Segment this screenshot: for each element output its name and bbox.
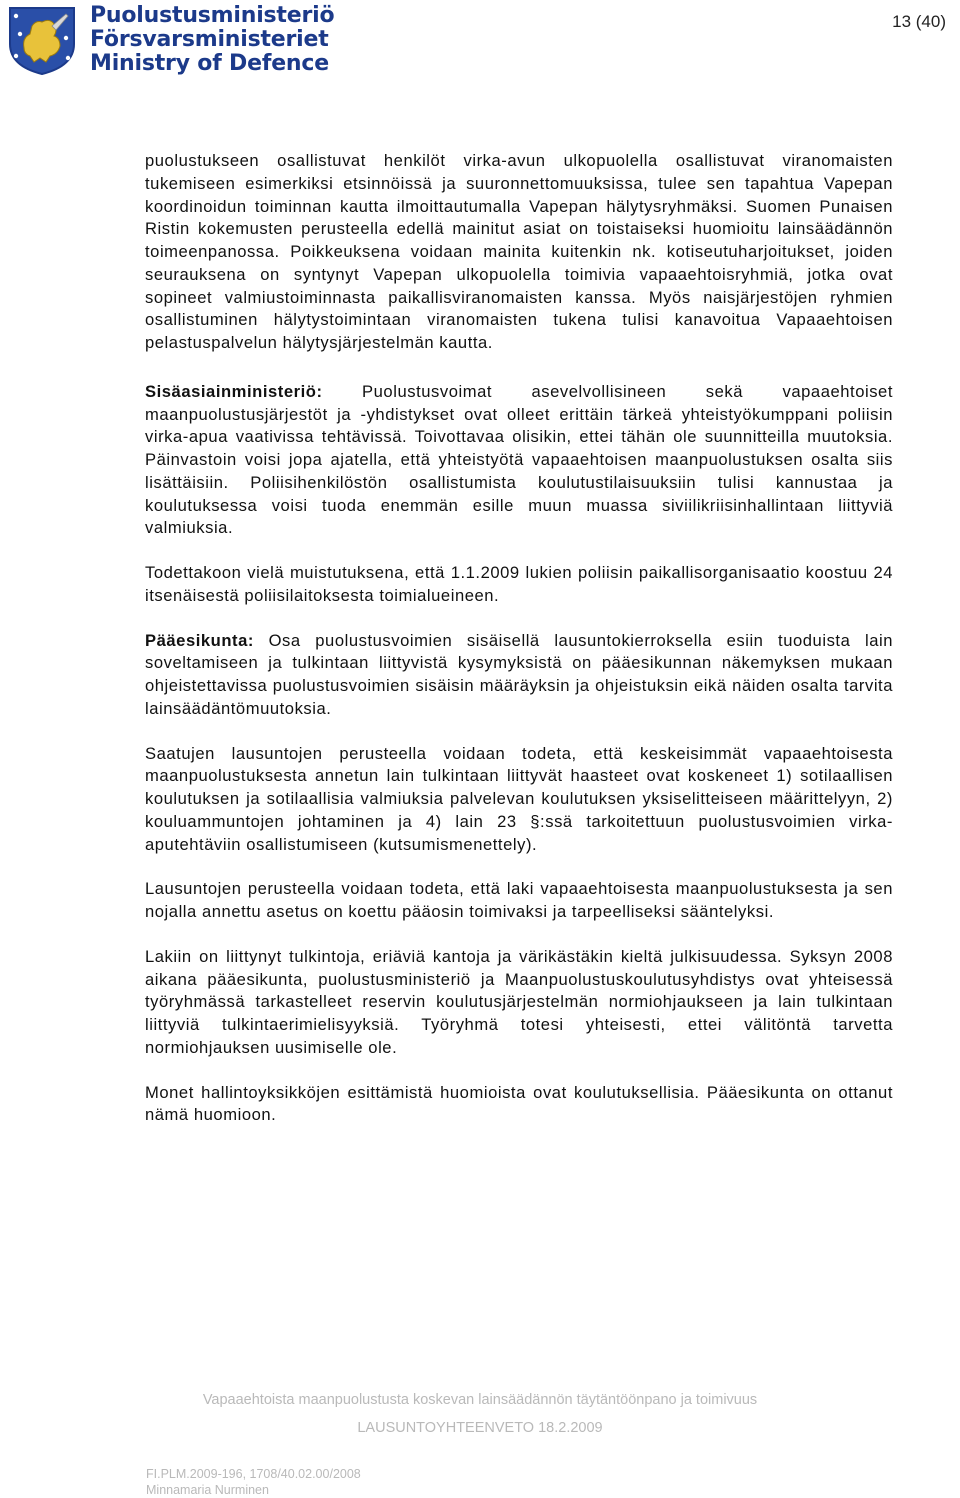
paragraph-7: Lakiin on liittynyt tulkintoja, eriäviä kantoja ja värikästäkin kieltä julkisuudessa. Syksyn 2008 aikana pääesikunta, puolustusministeriö ja Maanpuolustuskoulutusyhdistys ovat yhteisessä työryhmässä tarkastelleet reservin koulutusjärjestelmän normiohjaukseen ja lain tulkintaan liittyviä tulkintaerimielisyyksiä. Työryhmä totesi yhteisesti, ettei välitöntä tarvetta normiohjauksen uusimiselle ole. [145,946,893,1057]
paragraph-3: Todettakoon vielä muistutuksena, että 1.1.2009 lukien poliisin paikallisorganisaatio koostuu 24 itsenäisestä poliisilaitoksesta toimialueineen. [145,563,893,605]
paragraph-2-text: Puolustusvoimat asevelvollisineen sekä vapaaehtoiset maanpuolustusjärjestöt ja -yhdistykset ovat olleet erittäin tärkeä yhteistyökumppani poliisin virka-apua vaativissa tehtävissä. Toivottavaa olisikin, ettei tähän ole suunnitteilla muutoksia. Päinvastoin voisi jopa ajatella, että yhteistyötä vapaaehtoisen maanpuolustuksen osalta siis lisättäisiin. Poliisihenkilöstön osallistumista koulutustilaisuuksiin tulisi kannustaa ja koulutuksessa voisi tuoda enemmän esille muun muassa siviilikriisinhallintaan liittyviä valmiuksia. [145,381,893,538]
ministry-name [90,4,334,76]
document-body [145,150,893,1149]
paragraph-5: Saatujen lausuntojen perusteella voidaan todeta, että keskeisimmät vapaaehtoisesta maanpuolustuksesta annetun lain tulkintaan liittyvät haasteet ovat koskeneet 1) sotilaallisen koulutuksen ja sotilaallisia valmiuksia palvelevan koulutuksen yksiselitteiseen määrittelyyn, 2) kouluammuntojen johtaminen ja 4) lain 23 §:ssä tarkoitettuun puolustusvoimien virka-aputehtäviin osallistumiseen (kutsumismenettely). [145,743,893,854]
paragraph-6: Lausuntojen perusteella voidaan todeta, että laki vapaaehtoisesta maanpuolustuksesta ja sen nojalla annettu asetus on koettu pääosin toimivaksi ja tarpeelliseksi sääntelyksi. [145,879,893,921]
paragraph-2 [145,381,893,540]
page-number: 13 (40) [892,12,946,31]
ministry-name-en: Ministry of Defence [90,51,329,76]
ministry-name-sv: Försvarsministeriet [90,27,329,52]
paragraph-4 [145,630,893,721]
paragraph-8: Monet hallintoyksikköjen esittämistä huomioista ovat koulutuksellisia. Pääesikunta on ottanut nämä huomioon. [145,1082,893,1125]
footer-reference [146,1466,361,1498]
paragraph-2-label: Sisäasiainministeriö: [145,381,323,401]
paragraph-4-label: Pääesikunta: [145,630,254,650]
paragraph-1: puolustukseen osallistuvat henkilöt virka-avun ulkopuolella osallistuvat viranomaisten tukemiseen esimerkiksi etsinnöissä ja suuronnettomuuksissa, tulee sen tapahtua Vapepan koordinoidun toiminnan kautta ilmoittautumalla Vapepan hälytysryhmäksi. Suomen Punaisen Ristin kokemusten perusteella edellä mainitut asiat on toistaiseksi huomioitu lainsäädännön toimeenpanossa. Poikkeuksena voidaan mainita kuitenkin nk. kotiseutuharjoitukset, joiden seurauksena on syntynyt Vapepan ulkopuolella toimivia vapaaehtoisryhmiä, jotka ovat sopineet valmiustoiminnasta paikallisviranomaisten kanssa. Myös naisjärjestöjen ryhmien osallistuminen hälytystoimintaan viranomaisten tukena tulisi kanavoitua Vapaaehtoisen pelastuspalvelun hälytysjärjestelmän kautta. [145,151,893,352]
ministry-name-fi: Puolustusministeriö [90,3,335,28]
footer-ref-number: FI.PLM.2009-196, 1708/40.02.00/2008 [146,1467,361,1481]
footer-author: Minnamaria Nurminen [146,1483,269,1497]
paragraph-4-text: Osa puolustusvoimien sisäisellä lausuntokierroksella esiin tuoduista lain soveltamiseen ja tulkintaan liittyvistä kysymyksistä on pääesikunnan näkemyksen mukaan ohjeistettavissa puolustusvoimien sisäisin määräyksin ja ohjeistuksin eikä näiden osalta tarvita lainsäädäntömuutoksia. [145,630,893,718]
ministry-lion-logo-icon [6,4,78,76]
footer-title: Vapaaehtoista maanpuolustusta koskevan lainsäädännön täytäntöönpano ja toimivuus [202,1392,758,1408]
footer-subtitle: LAUSUNTOYHTEENVETO 18.2.2009 [357,1420,603,1436]
